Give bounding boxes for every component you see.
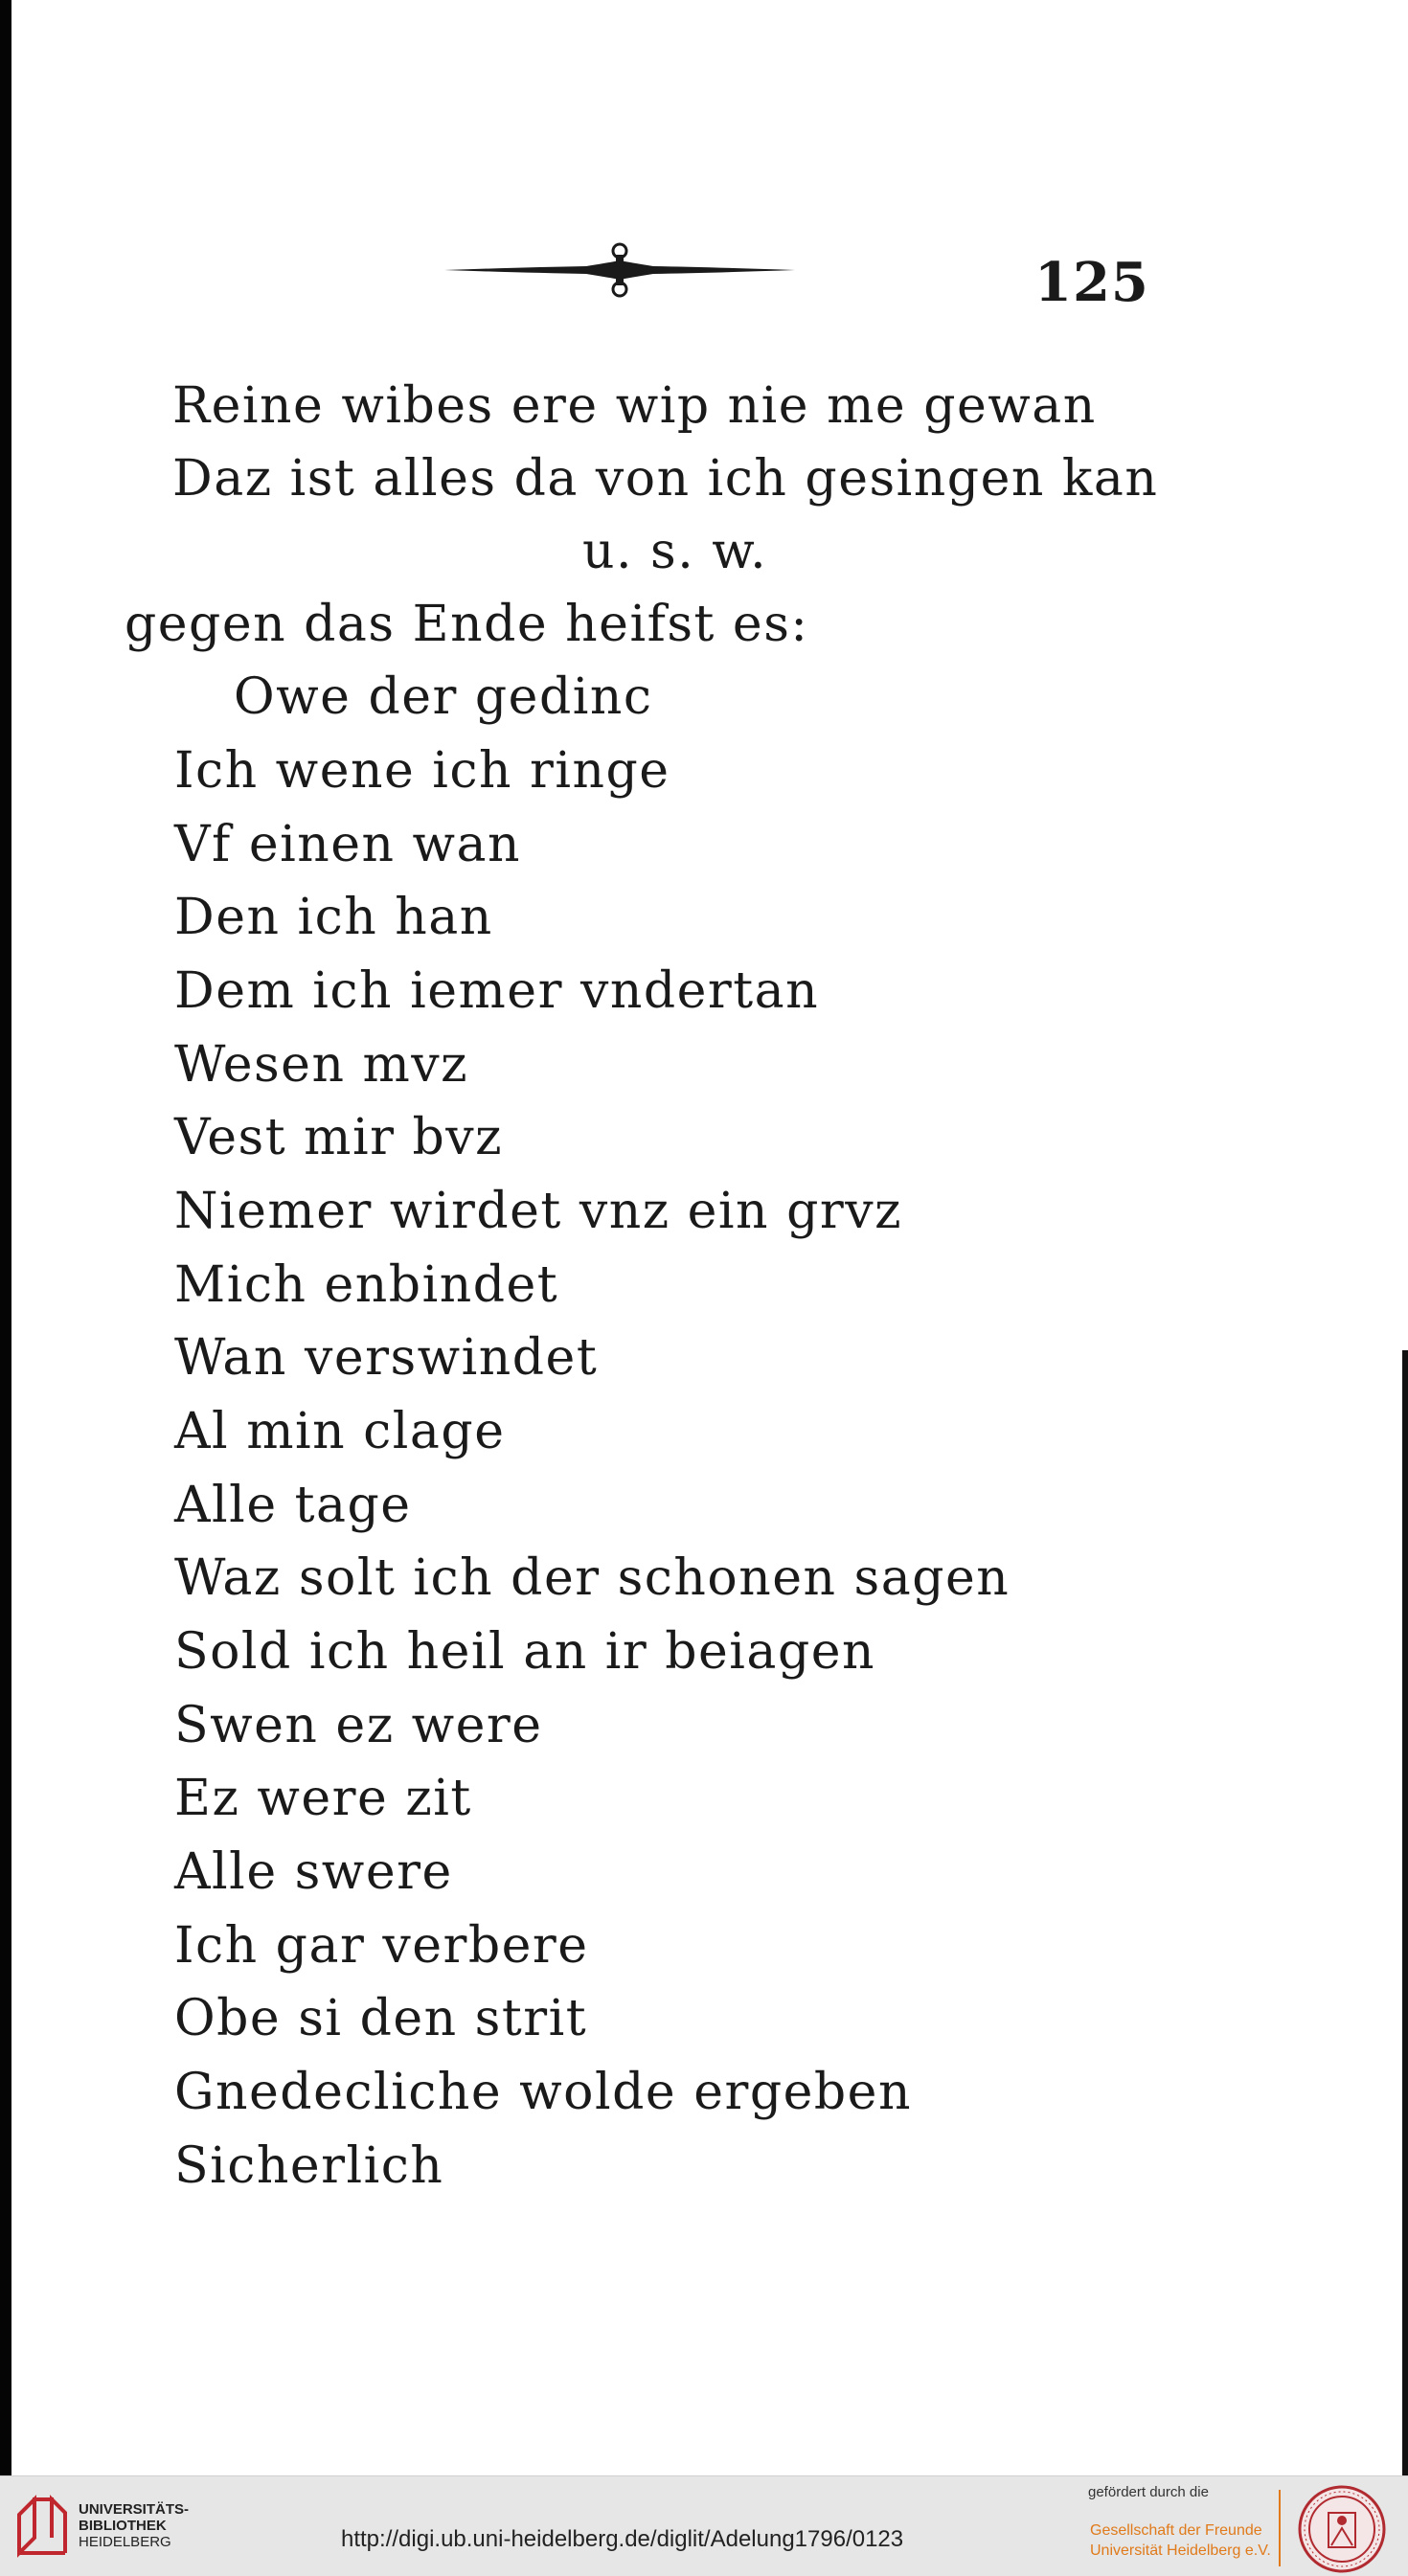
funder-name [1090, 2520, 1271, 2561]
text-line: Swen ez were [174, 1697, 543, 1754]
text-line: Al min clage [174, 1403, 506, 1460]
funder-name-line: Universität Heidelberg e.V. [1090, 2542, 1271, 2559]
text-line: Wan verswindet [174, 1329, 599, 1387]
text-line: Daz ist alles da von ich gesingen kan [172, 450, 1159, 508]
text-line: Alle tage [174, 1477, 412, 1534]
text-line: Sold ich heil an ir beiagen [174, 1623, 875, 1681]
footer-divider [1279, 2490, 1281, 2566]
text-line: Wesen mvz [174, 1036, 469, 1094]
university-seal-icon [1297, 2484, 1387, 2574]
text-line: Mich enbindet [174, 1256, 559, 1314]
text-line: u. s. w. [582, 523, 768, 580]
library-name-line: BIBLIOTHEK [79, 2518, 167, 2534]
text-line: Ez were zit [174, 1770, 472, 1827]
text-line: Obe si den strit [174, 1990, 588, 2047]
library-name [79, 2501, 193, 2550]
decorative-rule-icon [443, 237, 797, 301]
text-line: Sicherlich [174, 2137, 444, 2195]
scan-right-edge [1402, 1350, 1408, 2475]
text-line: gegen das Ende heifst es: [125, 596, 809, 653]
text-line: Vf einen wan [174, 816, 522, 873]
library-name-line: HEIDELBERG [79, 2534, 171, 2550]
text-line: Ich wene ich ringe [174, 742, 670, 800]
library-name-line: UNIVERSITÄTS- [79, 2501, 190, 2518]
page-number: 125 [1034, 251, 1149, 314]
text-line: Alle swere [174, 1843, 453, 1901]
text-line: Vest mir bvz [174, 1109, 504, 1166]
text-line: Gnedecliche wolde ergeben [174, 2064, 912, 2121]
text-line: Niemer wirdet vnz ein grvz [174, 1183, 902, 1240]
permalink-url[interactable]: http://digi.ub.uni-heidelberg.de/diglit/Adelung1796/0123 [341, 2526, 904, 2552]
scan-left-edge [0, 0, 11, 2475]
text-line: Ich gar verbere [174, 1917, 589, 1975]
funder-name-line: Gesellschaft der Freunde [1090, 2522, 1262, 2539]
text-line: Dem ich iemer vndertan [174, 962, 820, 1020]
text-line: Waz solt ich der schonen sagen [174, 1549, 1011, 1607]
text-line: Owe der gedinc [234, 668, 653, 726]
ub-heidelberg-logo-icon [13, 2492, 71, 2561]
funder-intro: gefördert durch die [1088, 2484, 1209, 2500]
text-line: Den ich han [174, 889, 493, 946]
footer-bar [0, 2475, 1408, 2576]
text-line: Reine wibes ere wip nie me gewan [172, 377, 1097, 435]
